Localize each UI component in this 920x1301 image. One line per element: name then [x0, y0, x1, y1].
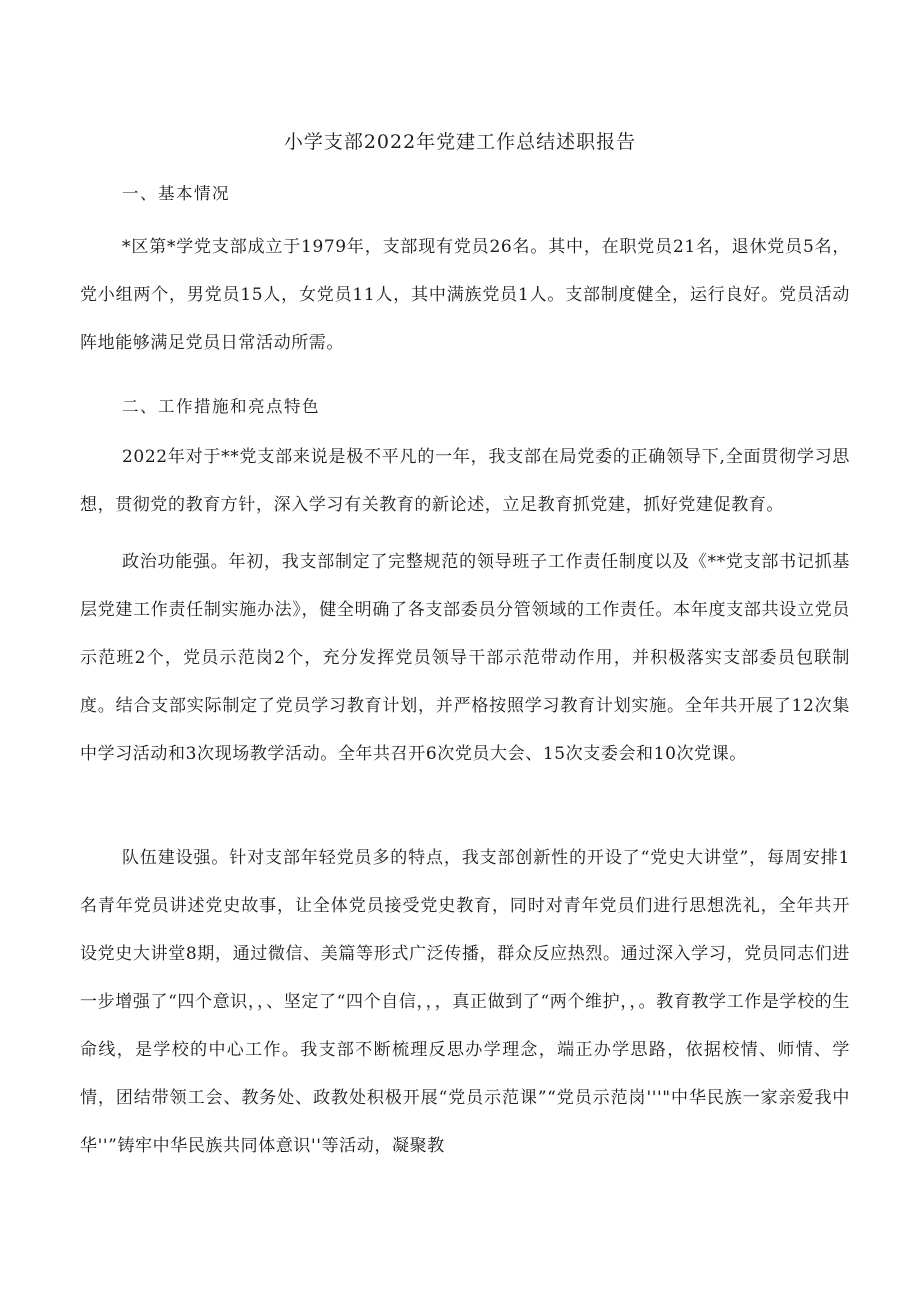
paragraph-basic-info: *区第*学党支部成立于1979年，支部现有党员26名。其中，在职党员21名，退休党员5名，党小组两个，男党员15人，女党员11人，其中满族党员1人。支部制度健全，运行良好。党员活动阵地能够满足党员日常活动所需。 — [80, 237, 850, 353]
paragraph-overview: 2022年对于**党支部来说是极不平凡的一年，我支部在局党委的正确领导下,全面贯彻学习思想，贯彻党的教育方针，深入学习有关教育的新论述，立足教育抓党建，抓好党建促教育。 — [80, 447, 850, 515]
section-heading-basic-info: 一、基本情况 — [122, 184, 230, 203]
section-heading-measures: 二、工作措施和亮点特色 — [122, 397, 320, 416]
paragraph-political-function: 政治功能强。年初，我支部制定了完整规范的领导班子工作责任制度以及《**党支部书记抓基层党建工作责任制实施办法》，健全明确了各支部委员分管领域的工作责任。本年度支部共设立党员示范班2个，党员示范岗2个，充分发挥党员领导干部示范带动作用，并积极落实支部委员包联制度。结合支部实际制定了党员学习教育计划，并严格按照学习教育计划实施。全年共开展了12次集中学习活动和3次现场教学活动。全年共召开6次党员大会、15次支委会和10次党课。 — [80, 552, 850, 764]
document-title: 小学支部2022年党建工作总结述职报告 — [283, 131, 637, 153]
paragraph-team-building: 队伍建设强。针对支部年轻党员多的特点，我支部创新性的开设了“党史大讲堂”，每周安排1名青年党员讲述党史故事，让全体党员接受党史教育，同时对青年党员们进行思想洗礼，全年共开设党史大讲堂8期，通过微信、美篇等形式广泛传播，群众反应热烈。通过深入学习，党员同志们进一步增强了“四个意识，，、坚定了“四个自信，，，真正做到了“两个维护，，。教育教学工作是学校的生命线，是学校的中心工作。我支部不断梳理反思办学理念，端正办学思路，依据校情、师情、学情，团结带领工会、教务处、政教处积极开展“党员示范课”“党员示范岗'''"中华民族一家亲爱我中华''”铸牢中华民族共同体意识''等活动，凝聚教 — [80, 848, 850, 1156]
